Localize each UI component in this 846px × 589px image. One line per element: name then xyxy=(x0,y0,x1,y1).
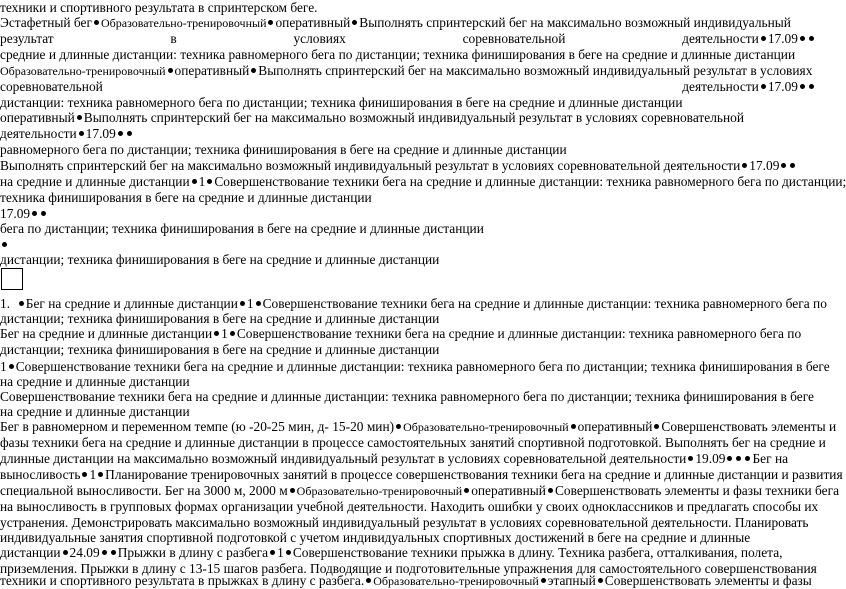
text-line xyxy=(0,530,816,546)
text-run: техника финиширования в беге на средние и длинные дистанции xyxy=(0,190,372,205)
text-line xyxy=(0,47,816,63)
text-line xyxy=(0,190,816,206)
text-run: дистанции; техника финиширования в беге на средние и длинные дистанции xyxy=(0,252,440,267)
text-run: 17.09 xyxy=(85,126,116,141)
text-line xyxy=(0,311,816,327)
text-run: выносливость xyxy=(0,467,81,482)
text-line xyxy=(0,158,816,174)
text-run: 1 xyxy=(198,174,206,189)
text-run: Совершенствование техники бега на средние и длинные дистанции: техника равномерного бега по дистанции; техника финиширования в беге xyxy=(15,359,830,374)
text-run: Выполнять спринтерский бег на максимально возможный индивидуальный xyxy=(359,15,791,30)
text-line xyxy=(0,221,816,237)
text-line xyxy=(0,126,816,142)
text-run: бега по дистанции; техника финиширования в беге на средние и длинные дистанции xyxy=(0,221,484,236)
text-run: Образовательно-тренировочный xyxy=(296,484,463,498)
bullet-icon xyxy=(207,179,212,184)
text-run: Совершенствование техники бега на средние и длинные дистанции: техника равномерного бега по xyxy=(262,296,827,311)
bullet-icon xyxy=(192,179,197,184)
text-run: на средние и длинные дистанции xyxy=(0,404,190,419)
text-line xyxy=(0,483,840,499)
text-run: этапный xyxy=(547,573,596,588)
text-run: Бег в равномерном и переменном темпе (ю -20-25 мин, д- 15-20 мин) xyxy=(0,419,395,434)
bullet-icon xyxy=(19,301,24,306)
text-run: приземления. Прыжки в длину с 13-15 шагов разбега. Подводящие и подготовительные упражнения для самостоятельного совершенствования xyxy=(0,561,817,576)
text-line xyxy=(0,142,816,158)
text-line xyxy=(0,31,816,47)
text-run: деятельности xyxy=(682,79,759,94)
bullet-icon xyxy=(94,20,99,25)
text-run: на выносливость в групповых формах организации учебной деятельности. Находить ошибки у своих одноклассников и предлагать способы их xyxy=(0,499,819,514)
text-run: Выполнять спринтерский бег на максимально возможный индивидуальный результат в условиях соревновательной xyxy=(83,110,745,125)
text-run: Выполнять спринтерский бег на максимально возможный индивидуальный результат в условиях соревновательной деятельности xyxy=(0,158,741,173)
text-run: 1. xyxy=(0,296,11,311)
bullet-icon xyxy=(240,301,245,306)
text-run: Образовательно-тренировочный xyxy=(100,16,267,30)
text-run: Совершенствовать элементы и фазы техники бега xyxy=(554,483,840,498)
bullet-icon xyxy=(102,550,107,555)
text-line xyxy=(0,515,816,531)
bullet-icon xyxy=(32,211,37,216)
bullet-icon xyxy=(742,163,747,168)
bullet-icon xyxy=(352,20,357,25)
bullet-icon xyxy=(736,456,741,461)
text-run: 1 xyxy=(0,359,7,374)
bullet-icon xyxy=(688,456,693,461)
bullet-icon xyxy=(800,84,805,89)
text-run: индивидуальные занятия спортивной подготовкой с учетом индивидуальных спортивных достижений в беге на средние и длинные xyxy=(0,530,751,545)
bullet-icon xyxy=(111,550,116,555)
bullet-icon xyxy=(464,488,469,493)
text-run: Прыжки в длину с разбега xyxy=(117,545,269,560)
bullet-icon xyxy=(654,424,659,429)
bullet-icon xyxy=(541,578,546,583)
text-line xyxy=(0,0,816,16)
text-line xyxy=(0,237,816,253)
bullet-icon xyxy=(548,488,553,493)
text-line xyxy=(0,573,816,589)
text-run: Совершенствование техники прыжка в длину. Техника разбега, отталкивания, полета, xyxy=(292,545,783,560)
text-run: 24.09 xyxy=(69,545,100,560)
text-run: Планирование тренировочных занятий в процессе совершенствования техники бега на средние и длинные дистанции и развития xyxy=(105,467,843,482)
text-line xyxy=(0,174,846,190)
text-run: 1 xyxy=(277,545,284,560)
text-run: Образовательно-тренировочный xyxy=(403,420,569,434)
bullet-icon xyxy=(286,550,291,555)
text-run: Выполнять спринтерский бег на максимально возможный индивидуальный результат в условиях xyxy=(258,63,813,78)
bullet-icon xyxy=(256,301,261,306)
bullet-icon xyxy=(168,68,173,73)
text-run: специальной выносливости. Бег на 3000 м, 2000 м xyxy=(0,483,288,498)
text-run: техники и спортивного результата в спринтерском беге. xyxy=(0,0,318,15)
text-run: оперативный xyxy=(471,483,546,498)
text-line xyxy=(0,499,819,515)
bullet-icon xyxy=(9,364,14,369)
text-run: соревновательной xyxy=(462,31,566,46)
text-run: длинные дистанции на максимально возможный индивидуальный результат в условиях соревновательной деятельности xyxy=(0,451,687,466)
text-run: оперативный xyxy=(174,63,250,78)
bullet-icon xyxy=(214,331,219,336)
text-run: в xyxy=(170,31,177,46)
empty-checkbox xyxy=(1,268,23,290)
bullet-icon xyxy=(82,472,87,477)
text-line xyxy=(0,79,816,95)
text-line xyxy=(0,545,816,561)
text-line xyxy=(0,63,816,79)
text-run: 17.09 xyxy=(749,158,780,173)
text-line xyxy=(0,206,816,222)
text-run: Бег на средние и длинные дистанции xyxy=(25,296,238,311)
text-run: 17.09 xyxy=(767,31,798,46)
text-line xyxy=(0,326,816,342)
text-run: дистанции; техника финиширования в беге на средние и длинные дистанции xyxy=(0,311,440,326)
text-run: оперативный xyxy=(0,110,75,125)
text-line xyxy=(0,110,816,126)
text-run: на средние и длинные дистанции xyxy=(0,374,190,389)
text-run: результат xyxy=(0,31,54,46)
text-line xyxy=(0,15,816,31)
bullet-icon xyxy=(761,84,766,89)
bullet-icon xyxy=(781,163,786,168)
text-line xyxy=(0,451,816,467)
text-line xyxy=(0,342,816,358)
bullet-icon xyxy=(270,550,275,555)
text-run: Бег на xyxy=(752,451,789,466)
text-line xyxy=(0,435,826,451)
bullet-icon xyxy=(2,242,7,247)
text-run: Образовательно-тренировочный xyxy=(0,64,166,78)
bullet-icon xyxy=(727,456,732,461)
text-run: оперативный xyxy=(577,419,653,434)
text-run: на средние и длинные дистанции xyxy=(0,174,190,189)
text-run: оперативный xyxy=(275,15,351,30)
text-line xyxy=(0,389,816,405)
text-run: соревновательной xyxy=(0,79,103,94)
bullet-icon xyxy=(268,20,273,25)
bullet-icon xyxy=(800,36,805,41)
text-run: 19.09 xyxy=(695,451,726,466)
text-run: Совершенствование техники бега на средние и длинные дистанции: техника равномерного бега по xyxy=(236,326,802,341)
text-run: фазы техники бега на средние и длинные дистанции в процессе самостоятельных занятий спортивной подготовкой. Выполнять бег на средние и xyxy=(0,435,826,450)
text-run: Образовательно-тренировочный xyxy=(373,574,539,588)
text-run: устранения. Демонстрировать максимально возможный индивидуальный результат в условиях соревновательной деятельности. Планировать xyxy=(0,515,809,530)
text-run: 1 xyxy=(89,467,97,482)
text-line xyxy=(0,404,816,420)
text-run: дистанции: техника равномерного бега по дистанции; техника финиширования в беге на средние и длинные дистанции xyxy=(0,95,683,110)
text-run: дистанции; техника финиширования в беге на средние и длинные дистанции xyxy=(0,342,440,357)
text-line xyxy=(0,252,816,268)
bullet-icon xyxy=(396,424,401,429)
text-run: условиях xyxy=(293,31,346,46)
bullet-icon xyxy=(98,472,103,477)
bullet-icon xyxy=(809,84,814,89)
text-run: Совершенствование техники бега на средние и длинные дистанции: техника равномерного бега по дистанции; xyxy=(214,174,846,189)
text-run: равномерного бега по дистанции; техника финиширования в беге на средние и длинные дистанции xyxy=(0,142,567,157)
bullet-icon xyxy=(745,456,750,461)
bullet-icon xyxy=(41,211,46,216)
text-run: Бег на средние и длинные дистанции xyxy=(0,326,213,341)
text-run: 17.09 xyxy=(767,79,798,94)
text-run: деятельности xyxy=(0,126,77,141)
text-group xyxy=(682,79,816,95)
bullet-icon xyxy=(127,131,132,136)
text-group xyxy=(682,31,816,47)
text-run: Совершенствовать элементы и xyxy=(661,419,837,434)
text-run: дистанции xyxy=(0,545,61,560)
bullet-icon xyxy=(118,131,123,136)
bullet-icon xyxy=(63,550,68,555)
bullet-icon xyxy=(230,331,235,336)
text-line xyxy=(0,359,830,375)
bullet-icon xyxy=(761,36,766,41)
text-run: деятельности xyxy=(682,31,759,46)
bullet-icon xyxy=(809,36,814,41)
bullet-icon xyxy=(366,578,371,583)
text-line xyxy=(0,419,837,435)
text-run: 17.09 xyxy=(0,206,31,221)
text-run: техники и спортивного результата в прыжках в длину с разбега. xyxy=(0,573,365,588)
bullet-icon xyxy=(77,115,82,120)
text-run: Совершенствовать элементы и фазы xyxy=(604,573,812,588)
text-run: 1 xyxy=(246,296,254,311)
text-line xyxy=(0,467,843,483)
text-line xyxy=(0,95,816,111)
text-run: 1 xyxy=(221,326,228,341)
bullet-icon xyxy=(290,488,295,493)
bullet-icon xyxy=(571,424,576,429)
bullet-icon xyxy=(251,68,256,73)
text-run: средние и длинные дистанции: техника равномерного бега по дистанции; техника финиширования в беге на средние и длинные дистанции xyxy=(0,47,796,62)
bullet-icon xyxy=(79,131,84,136)
text-line xyxy=(0,374,816,390)
text-line xyxy=(0,296,827,312)
text-run: Совершенствование техники бега на средние и длинные дистанции: техника равномерного бега по дистанции; техника финиширования в беге xyxy=(0,389,814,404)
text-run: Эстафетный бег xyxy=(0,15,92,30)
bullet-icon xyxy=(598,578,603,583)
bullet-icon xyxy=(790,163,795,168)
